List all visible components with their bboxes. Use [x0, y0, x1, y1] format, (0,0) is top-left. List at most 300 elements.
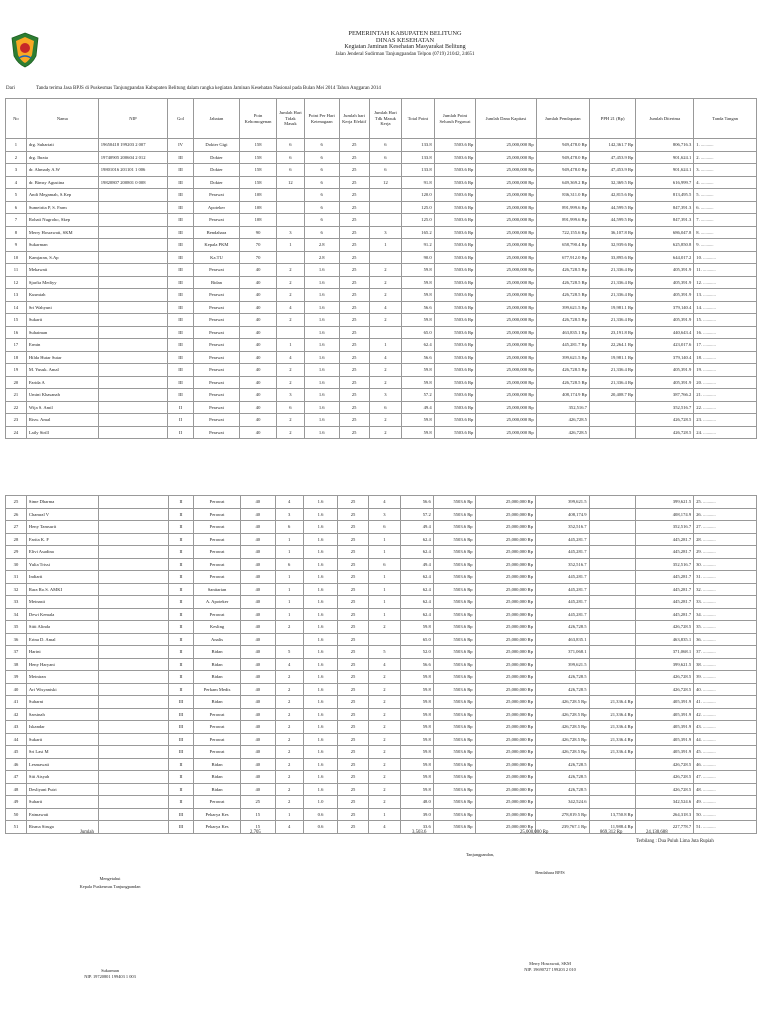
table-cell: 278,819.5 Rp	[536, 808, 589, 821]
table-cell: 5503.6 Rp	[433, 621, 475, 634]
table-cell	[98, 264, 168, 277]
table-row	[6, 276, 757, 289]
table-cell: Perawat	[193, 351, 239, 364]
table-cell: 445,281.7	[636, 608, 694, 621]
table-cell: 41. ...........	[694, 696, 757, 709]
table-cell: 408,174.9	[636, 508, 694, 521]
table-cell: 25,000,000 Rp	[476, 201, 536, 214]
table-row	[6, 696, 757, 709]
table-cell: 21,336.4 Rp	[589, 376, 635, 389]
table-cell	[589, 426, 635, 439]
table-cell: 29. ...........	[694, 546, 757, 559]
table-cell: 2	[369, 414, 401, 427]
table-cell: 426,728.5	[636, 771, 694, 784]
table-cell: 25	[339, 164, 369, 177]
table-cell: 5503.6 Rp	[434, 251, 476, 264]
table-cell: 387,766.2	[636, 389, 694, 402]
table-row	[6, 571, 757, 584]
table-cell: Bendahara	[193, 226, 239, 239]
table-cell: 18. ...........	[694, 351, 757, 364]
table-cell: 25	[338, 746, 368, 759]
table-cell: 6	[304, 226, 339, 239]
table-cell: 21,336.4 Rp	[589, 264, 635, 277]
column-header: PPH 21 (Rp)	[589, 99, 635, 139]
letterhead	[250, 30, 560, 58]
table-cell: 5503.6 Rp	[434, 389, 476, 402]
table-cell: 2	[368, 621, 401, 634]
table-cell	[98, 314, 168, 327]
table-cell: 342,524.6	[636, 796, 694, 809]
table-cell: 25	[338, 796, 368, 809]
table-cell	[98, 671, 168, 684]
table-cell: 445,281.7	[636, 533, 694, 546]
table-cell: 2	[275, 621, 303, 634]
table-cell	[589, 771, 636, 784]
table-cell: 40	[240, 758, 275, 771]
table-cell: 65.0	[401, 633, 434, 646]
table-cell: 426,728.5 Rp	[536, 746, 589, 759]
table-cell: 1. ...........	[694, 139, 757, 152]
table-cell: 352,516.7	[536, 558, 589, 571]
table-cell: 5503.6 Rp	[433, 746, 475, 759]
table-cell: 25,000,000 Rp	[475, 646, 535, 659]
table-cell: 20,408.7 Rp	[589, 389, 635, 402]
table-cell: 19801016 201101 1 006	[98, 164, 168, 177]
table-cell	[589, 546, 636, 559]
table-cell: 30. ...........	[694, 558, 757, 571]
table-cell: 5503.6 Rp	[433, 546, 475, 559]
table-cell: Perawat	[194, 533, 241, 546]
table-cell: 3	[369, 389, 401, 402]
table-cell: 56.6	[401, 496, 434, 509]
table-cell: IV	[168, 139, 194, 152]
table-cell: II	[168, 496, 194, 509]
table-cell: 70	[240, 239, 277, 252]
table-cell: 1	[275, 571, 303, 584]
table-cell: 4	[275, 821, 303, 834]
table-cell: 2	[368, 671, 401, 684]
table-row	[6, 314, 757, 327]
table-cell: 1	[275, 546, 303, 559]
table-cell	[98, 758, 168, 771]
table-cell: II	[168, 621, 194, 634]
table-cell: 891,999.6 Rp	[536, 214, 589, 227]
table-cell	[369, 189, 401, 202]
table-cell: 18	[6, 351, 27, 364]
table-cell: 40	[240, 339, 277, 352]
table-cell	[98, 808, 168, 821]
table-cell: 25	[339, 326, 369, 339]
table-cell: 6	[304, 164, 339, 177]
table-cell: 15	[6, 314, 27, 327]
table-cell: 16	[6, 326, 27, 339]
table-cell: 6	[369, 139, 401, 152]
table-cell: 12	[369, 176, 401, 189]
table-cell: 32,369.5 Rp	[589, 176, 635, 189]
table-cell: Risw. Amal	[26, 414, 98, 427]
table-cell: 426,728.5	[536, 771, 589, 784]
table-cell	[98, 214, 168, 227]
table-cell: 62.4	[401, 608, 434, 621]
table-cell: 59.8	[401, 733, 434, 746]
table-cell: 644,017.2	[636, 251, 694, 264]
table-cell	[98, 696, 168, 709]
table-row	[6, 351, 757, 364]
table-cell: Kepala PKM	[193, 239, 239, 252]
table-cell: 25,000,000 Rp	[476, 176, 536, 189]
table-cell: Farida A	[26, 376, 98, 389]
table-cell: Sumeirita P, S. Farm	[26, 201, 98, 214]
table-cell: 62.4	[401, 571, 434, 584]
table-cell: III	[168, 226, 194, 239]
table-cell: Perawat	[193, 426, 239, 439]
table-cell: Pekarya Kes	[194, 821, 241, 834]
table-row	[6, 533, 757, 546]
table-cell: 1.6	[304, 401, 339, 414]
table-cell	[369, 326, 401, 339]
table-cell: 1.6	[304, 276, 339, 289]
table-row	[6, 496, 757, 509]
table-cell: 1	[369, 339, 401, 352]
table-cell: 40	[240, 621, 275, 634]
table-cell: III	[168, 821, 194, 834]
table-cell: 5503.6 Rp	[434, 414, 476, 427]
table-cell: 43	[6, 721, 27, 734]
table-cell: 426,728.5 Rp	[536, 696, 589, 709]
bendahara-title: Bendahara BPJS	[535, 870, 565, 875]
table-cell: Sukarman	[26, 239, 98, 252]
table-cell: 25	[338, 571, 368, 584]
table-cell: 25,000,000 Rp	[475, 771, 535, 784]
table-cell	[98, 289, 168, 302]
table-cell: Fatmawati	[26, 808, 98, 821]
table-cell: 46. ...........	[694, 758, 757, 771]
table-cell	[98, 508, 168, 521]
table-cell: 264,318.3	[636, 808, 694, 821]
table-cell: 25,000,000 Rp	[476, 301, 536, 314]
table-cell: 158	[240, 139, 277, 152]
table-cell: Suharni	[26, 696, 98, 709]
table-cell: Sri Wahyuni	[26, 301, 98, 314]
table-cell: Perawat	[193, 376, 239, 389]
table-cell: 2	[277, 426, 305, 439]
table-cell: 59.8	[402, 289, 434, 302]
table-cell: 44,599.5 Rp	[589, 214, 635, 227]
table-cell: 408,174.9 Rp	[536, 389, 589, 402]
table-row	[6, 646, 757, 659]
table-cell: Heny Haryani	[26, 658, 98, 671]
table-cell: 5503.6 Rp	[433, 721, 475, 734]
table-cell: 25,000,000 Rp	[476, 289, 536, 302]
table-cell: 1	[368, 571, 401, 584]
table-cell: Elivi Asadina	[26, 546, 98, 559]
table-cell: 25	[338, 733, 368, 746]
table-cell: 25	[339, 176, 369, 189]
table-cell: 949,478.0 Rp	[536, 151, 589, 164]
column-header: Jumlah Pendapatan	[536, 99, 589, 139]
table-cell: 40	[240, 771, 275, 784]
table-cell: 4	[368, 821, 401, 834]
table-cell: 21,336.4 Rp	[589, 276, 635, 289]
table-cell: 45	[6, 746, 27, 759]
table-cell: 6	[304, 151, 339, 164]
table-cell: 836,311.0 Rp	[536, 189, 589, 202]
table-cell: Sarsinah	[26, 708, 98, 721]
table-cell: 5503.6 Rp	[434, 164, 476, 177]
terbilang: Terbilang : Dua Puluh Lima Juta Rupiah	[636, 839, 714, 844]
table-cell: 25,000,000 Rp	[475, 533, 535, 546]
table-cell	[98, 389, 168, 402]
table-cell: 33. ...........	[694, 596, 757, 609]
column-header: Tanda Tangan	[694, 99, 757, 139]
table-cell: Umini Khasanah	[26, 389, 98, 402]
table-cell: 1.6	[304, 364, 339, 377]
table-cell	[98, 821, 168, 834]
table-cell: 47	[6, 771, 27, 784]
table-cell: 405,391.9	[636, 746, 694, 759]
table-cell: 21,336.4 Rp	[589, 289, 635, 302]
table-cell: 21,336.4 Rp	[589, 314, 635, 327]
table-cell: 5503.6 Rp	[434, 339, 476, 352]
table-cell: 25	[338, 533, 368, 546]
table-cell: 62.4	[401, 546, 434, 559]
table-cell: 108	[240, 201, 277, 214]
column-header: Total Point	[402, 99, 434, 139]
table-cell: 1.6	[303, 708, 338, 721]
table-row	[6, 401, 757, 414]
table-cell	[589, 508, 636, 521]
table-cell: Ari Wisyaniski	[26, 683, 98, 696]
table-cell	[277, 251, 305, 264]
table-cell: 65.0	[402, 326, 434, 339]
table-cell: 25,000,000 Rp	[475, 696, 535, 709]
table-cell: 1.6	[303, 633, 338, 646]
table-cell: 25	[338, 821, 368, 834]
table-cell: II	[168, 596, 194, 609]
letterhead-line-4: Jalan Jenderal Sudirman Tanjungpandan Telpon (0719) 21042, 24651	[335, 52, 475, 57]
table-cell: 2	[275, 671, 303, 684]
table-cell: 25,000,000 Rp	[476, 314, 536, 327]
table-cell	[98, 351, 168, 364]
table-cell: 2	[368, 796, 401, 809]
table-cell: 5503.6 Rp	[433, 671, 475, 684]
table-cell	[98, 658, 168, 671]
table-cell: 25,000,000 Rp	[475, 708, 535, 721]
table-cell: II	[168, 771, 194, 784]
table-cell: 24	[6, 426, 27, 439]
table-cell: 38	[6, 658, 27, 671]
table-row	[6, 783, 757, 796]
table-row	[6, 139, 757, 152]
table-cell: 20	[6, 376, 27, 389]
table-row	[6, 251, 757, 264]
table-cell: 1.6	[303, 746, 338, 759]
table-cell	[98, 414, 168, 427]
table-cell: 15	[240, 821, 275, 834]
table-cell: 1.6	[303, 533, 338, 546]
table-cell: 5503.6 Rp	[433, 646, 475, 659]
table-cell: 1.6	[304, 314, 339, 327]
table-cell: 6	[277, 164, 305, 177]
column-header: Jumlah hari Kerja Efektif	[339, 99, 369, 139]
table-row	[6, 796, 757, 809]
table-cell: 40	[240, 733, 275, 746]
table-cell: 426,728.5 Rp	[536, 733, 589, 746]
table-cell: 62.4	[401, 533, 434, 546]
table-cell: 32. ...........	[694, 583, 757, 596]
table-cell: 2	[275, 771, 303, 784]
table-cell: 5503.6 Rp	[434, 301, 476, 314]
table-cell	[98, 276, 168, 289]
table-cell: 30	[6, 558, 27, 571]
table-cell: 2	[277, 314, 305, 327]
table-cell: 19650418 199203 2 007	[98, 139, 168, 152]
table-cell: 5503.6 Rp	[434, 314, 476, 327]
table-cell: 677,912.0 Rp	[536, 251, 589, 264]
table-cell: 25,000,000 Rp	[476, 364, 536, 377]
table-cell: 4	[369, 301, 401, 314]
table-row	[6, 364, 757, 377]
table-cell: 5503.6 Rp	[433, 583, 475, 596]
table-cell: 4	[368, 496, 401, 509]
table-cell: 6	[369, 164, 401, 177]
table-cell: 32	[6, 583, 27, 596]
table-cell: 405,391.9	[636, 721, 694, 734]
table-cell: III	[168, 264, 194, 277]
table-row	[6, 289, 757, 302]
table-cell: 445,281.7	[536, 608, 589, 621]
table-cell: 5503.6 Rp	[434, 376, 476, 389]
table-cell: 5503.6 Rp	[434, 189, 476, 202]
table-cell: 25	[338, 683, 368, 696]
table-cell: 165.2	[402, 226, 434, 239]
table-cell: 25	[338, 808, 368, 821]
table-cell: 426,728.5	[636, 414, 694, 427]
table-cell: 463,835.1	[636, 633, 694, 646]
table-cell: 36. ...........	[694, 633, 757, 646]
table-cell: II	[168, 683, 194, 696]
table-cell: 1.6	[303, 583, 338, 596]
table-cell	[98, 546, 168, 559]
table-cell: 445,281.7 Rp	[536, 339, 589, 352]
table-cell: 5503.6 Rp	[433, 633, 475, 646]
table-cell	[589, 671, 636, 684]
table-cell: 91.8	[402, 176, 434, 189]
table-cell: 19820807 200801 0 008	[98, 176, 168, 189]
table-cell	[98, 326, 168, 339]
table-cell	[589, 621, 636, 634]
table-cell: 11,988.4 Rp	[589, 821, 636, 834]
table-cell: 2	[369, 364, 401, 377]
table-cell	[98, 521, 168, 534]
table-cell: 59.8	[401, 696, 434, 709]
table-row	[6, 226, 757, 239]
table-cell: 1.6	[303, 558, 338, 571]
total-label: Jumlah	[80, 830, 94, 835]
table-cell: 2	[277, 289, 305, 302]
table-cell	[589, 583, 636, 596]
table-cell: 426,728.5	[536, 783, 589, 796]
table-cell: 399,621.5 Rp	[536, 351, 589, 364]
table-cell: III	[168, 164, 194, 177]
table-cell: 25,000,000 Rp	[476, 389, 536, 402]
table-cell: 5503.6 Rp	[433, 658, 475, 671]
table-cell: 51. ...........	[694, 821, 757, 834]
table-cell: 1.6	[303, 571, 338, 584]
table-cell: 46	[6, 758, 27, 771]
table-cell: Perawat	[194, 608, 241, 621]
table-cell: 17. ...........	[694, 339, 757, 352]
table-cell: Wija S. Amil	[26, 401, 98, 414]
table-cell: 59.8	[402, 426, 434, 439]
table-cell: 2	[369, 314, 401, 327]
table-cell: 40	[240, 364, 277, 377]
table-cell: 3	[277, 226, 305, 239]
table-cell: 25,000,000 Rp	[476, 351, 536, 364]
column-header: Gol	[168, 99, 194, 139]
table-cell: 1.0	[303, 796, 338, 809]
table-cell: Perawat	[194, 558, 241, 571]
table-cell: 25	[339, 289, 369, 302]
table-cell: 1	[369, 239, 401, 252]
table-cell	[589, 571, 636, 584]
table-cell: 405,391.9	[636, 733, 694, 746]
table-cell: 25,000,000 Rp	[475, 608, 535, 621]
table-cell: 5503.6 Rp	[434, 351, 476, 364]
table-cell: 25,000,000 Rp	[475, 733, 535, 746]
table-cell: 5503.6 Rp	[433, 733, 475, 746]
table-cell: 25	[339, 214, 369, 227]
table-cell: Iskandar	[26, 721, 98, 734]
table-cell: 39.0	[401, 808, 434, 821]
table-cell: 42	[6, 708, 27, 721]
table-cell	[98, 733, 168, 746]
table-cell: 25	[339, 189, 369, 202]
table-cell: Bidan	[194, 783, 241, 796]
table-cell: II	[168, 401, 194, 414]
table-cell	[98, 796, 168, 809]
table-cell: A. Apoteker	[194, 596, 241, 609]
table-cell: 1	[368, 608, 401, 621]
table-cell: 59.8	[401, 721, 434, 734]
table-cell: 4	[275, 658, 303, 671]
table-cell: 25,000,000 Rp	[476, 239, 536, 252]
table-cell: 40	[240, 376, 277, 389]
table-cell: Indiarti	[26, 571, 98, 584]
table-cell: 2	[275, 733, 303, 746]
table-cell: Pekarya Kes	[194, 808, 241, 821]
table-cell: 35. ...........	[694, 621, 757, 634]
table-cell: 2	[275, 721, 303, 734]
table-cell: 405,391.9	[636, 264, 694, 277]
table-row	[6, 176, 757, 189]
table-cell: 19,981.1 Rp	[589, 301, 635, 314]
table-cell: 25,000,000 Rp	[476, 414, 536, 427]
table-cell: Risma Siruga	[26, 821, 98, 834]
table-cell: 49	[6, 796, 27, 809]
table-cell: 11. ...........	[694, 264, 757, 277]
table-cell: 44	[6, 733, 27, 746]
table-cell: 40	[240, 783, 275, 796]
table-cell	[98, 533, 168, 546]
table-cell: 25	[339, 264, 369, 277]
table-cell: 25	[339, 314, 369, 327]
table-cell: 0.6	[303, 821, 338, 834]
table-cell: III	[168, 733, 194, 746]
table-cell: 3	[275, 508, 303, 521]
table-cell: 2	[368, 758, 401, 771]
table-cell: 445,281.7	[536, 596, 589, 609]
